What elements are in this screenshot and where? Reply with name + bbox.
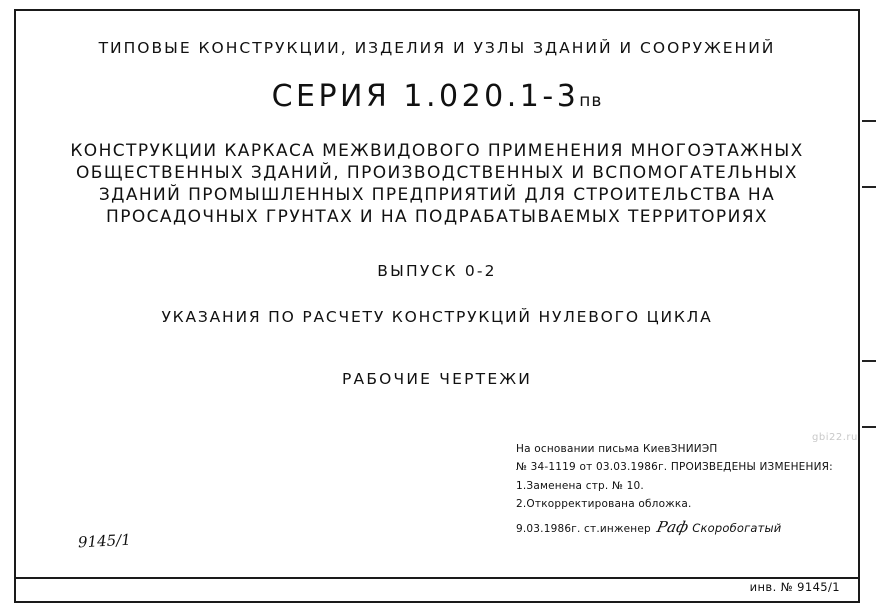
subtitle-line: КОНСТРУКЦИИ КАРКАСА МЕЖВИДОВОГО ПРИМЕНЕНИЯ МНОГОЭТАЖНЫХ	[70, 141, 804, 161]
corner-pencil-number: 9145/1	[77, 530, 132, 552]
issue-title: УКАЗАНИЯ ПО РАСЧЕТУ КОНСТРУКЦИЙ НУЛЕВОГО ЦИКЛА	[161, 308, 713, 327]
edge-tick-mark	[862, 186, 876, 188]
subtitle-line: ОБЩЕСТВЕННЫХ ЗДАНИЙ, ПРОИЗВОДСТВЕННЫХ И ВСПОМОГАТЕЛЬНЫХ	[76, 163, 798, 184]
series-number-suffix: пв	[579, 91, 603, 111]
note-signature-line	[516, 514, 836, 540]
edge-tick-mark	[862, 120, 876, 122]
watermark: gbi22.ru	[812, 432, 858, 443]
series-number	[16, 79, 858, 114]
note-line: 2.Откорректирована обложка.	[516, 498, 692, 511]
signature-mark: Раф	[654, 517, 691, 536]
note-line: На основании письма КиевЗНИИЭП	[516, 443, 718, 455]
note-sign-date: 9.03.1986г. ст.инженер	[516, 522, 651, 535]
edge-tick-mark	[862, 426, 876, 428]
title-block-rule	[16, 577, 858, 579]
series-number-text: СЕРИЯ 1.020.1-3	[271, 79, 580, 114]
document-header: ТИПОВЫЕ КОНСТРУКЦИИ, ИЗДЕЛИЯ И УЗЛЫ ЗДАНИЙ И СООРУЖЕНИЙ	[98, 39, 776, 57]
amendment-note-block	[516, 440, 836, 540]
note-line: № 34-1119 от 03.03.1986г. ПРОИЗВЕДЕНЫ ИЗМЕНЕНИЯ:	[516, 461, 833, 474]
issue-number: ВЫПУСК 0-2	[377, 262, 497, 281]
subtitle-block	[16, 140, 858, 228]
signer-name: Скоробогатый	[692, 520, 782, 535]
document-type: РАБОЧИЕ ЧЕРТЕЖИ	[341, 370, 533, 389]
subtitle-line: ЗДАНИЙ ПРОМЫШЛЕННЫХ ПРЕДПРИЯТИЙ ДЛЯ СТРОИТЕЛЬСТВА НА	[98, 185, 776, 206]
edge-tick-mark	[862, 360, 876, 362]
note-line: 1.Заменена стр. № 10.	[516, 479, 644, 492]
inventory-number: инв. № 9145/1	[749, 580, 840, 594]
subtitle-line: ПРОСАДОЧНЫХ ГРУНТАХ И НА ПОДРАБАТЫВАЕМЫХ ТЕРРИТОРИЯХ	[106, 207, 768, 228]
